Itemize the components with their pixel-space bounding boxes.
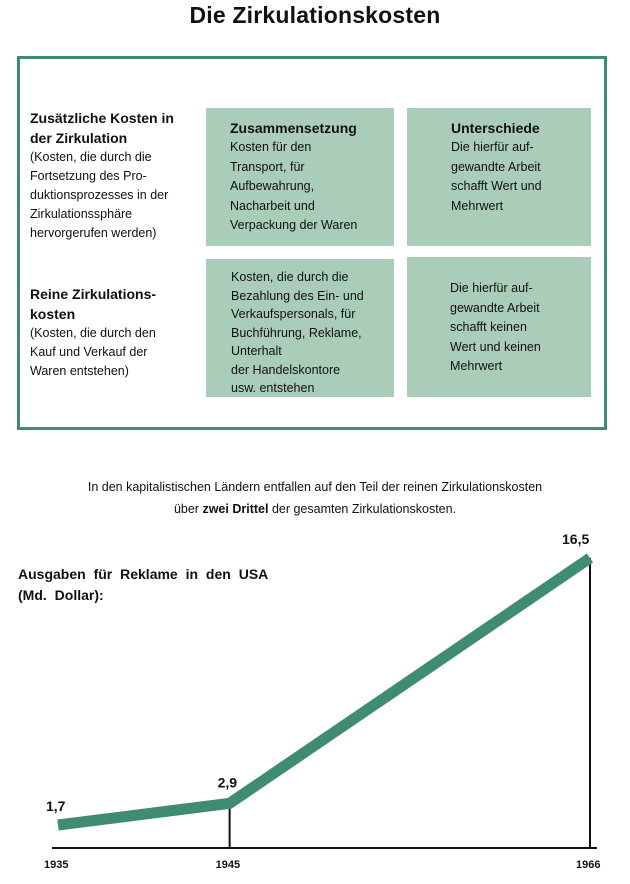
- row-label-line: hervorgerufen werden): [30, 226, 157, 240]
- cell-line: Die hierfür auf-: [450, 281, 533, 295]
- cell-line: Bezahlung des Ein- und: [231, 288, 364, 303]
- column-heading-composition: Zusammensetzung: [230, 120, 357, 136]
- data-label: 2,9: [217, 774, 238, 791]
- cell-line: Verkaufspersonals, für: [231, 307, 356, 321]
- cell-line: gewandte Arbeit: [451, 159, 541, 174]
- cell-line: Mehrwert: [451, 198, 504, 213]
- note-text: über: [173, 502, 199, 516]
- cell-line: Aufbewahrung,: [230, 179, 315, 193]
- cell-line: schafft Wert und: [451, 179, 542, 193]
- row-label-line: Waren entstehen): [30, 364, 129, 378]
- chart-title-line: Ausgaben für Reklame in den USA: [18, 566, 269, 582]
- x-tick-label: 1966: [576, 859, 601, 871]
- cell-line: Transport, für: [230, 159, 305, 174]
- row-label-heading-line: Reine Zirkulations-: [30, 286, 157, 302]
- row-label-line: (Kosten, die durch die: [30, 150, 152, 164]
- cell-line: der Handelskontore: [231, 362, 341, 377]
- cell-line: Nacharbeit und: [230, 198, 315, 213]
- series-line: [58, 558, 590, 825]
- page-title: Die Zirkulationskosten: [189, 2, 441, 28]
- x-tick-label: 1945: [215, 859, 241, 871]
- cell-line: Unterhalt: [231, 344, 282, 358]
- cell-line: schafft keinen: [450, 320, 527, 334]
- cell-line: gewandte Arbeit: [450, 300, 540, 315]
- column-heading-differences: Unterschiede: [451, 120, 540, 136]
- cell-line: usw. entstehen: [231, 381, 315, 395]
- row-label-line: Kauf und Verkauf der: [30, 345, 148, 359]
- x-tick-label: 1935: [44, 859, 69, 871]
- row-label-line: (Kosten, die durch den: [30, 326, 156, 340]
- row-label-heading-line: kosten: [30, 306, 76, 322]
- note-text: der gesamten Zirkulationskosten.: [271, 502, 457, 516]
- row-label-line: duktionsprozesses in der: [30, 188, 169, 202]
- cell-line: Kosten für den: [230, 140, 312, 154]
- cell-line: Verpackung der Waren: [230, 218, 358, 232]
- data-label: 16,5: [562, 531, 590, 547]
- cell-line: Buchführung, Reklame,: [231, 325, 362, 340]
- row-label-line: Zirkulationssphäre: [30, 207, 133, 221]
- note-line-1: In den kapitalistischen Ländern entfallen auf den Teil der reinen Zirkulationskosten: [87, 480, 543, 494]
- chart-title-line: (Md. Dollar):: [18, 587, 104, 603]
- cell-line: Wert und keinen: [450, 339, 541, 354]
- cell-line: Kosten, die durch die: [231, 270, 349, 284]
- data-label: 1,7: [46, 798, 66, 814]
- cell-line: Die hierfür auf-: [451, 140, 534, 154]
- note-emphasis: zwei Drittel: [202, 502, 269, 516]
- cell-line: Mehrwert: [450, 359, 503, 373]
- row-label-line: Fortsetzung des Pro-: [30, 169, 147, 183]
- row-label-heading-line: der Zirkulation: [30, 130, 128, 146]
- row-label-heading-line: Zusätzliche Kosten in: [30, 110, 174, 126]
